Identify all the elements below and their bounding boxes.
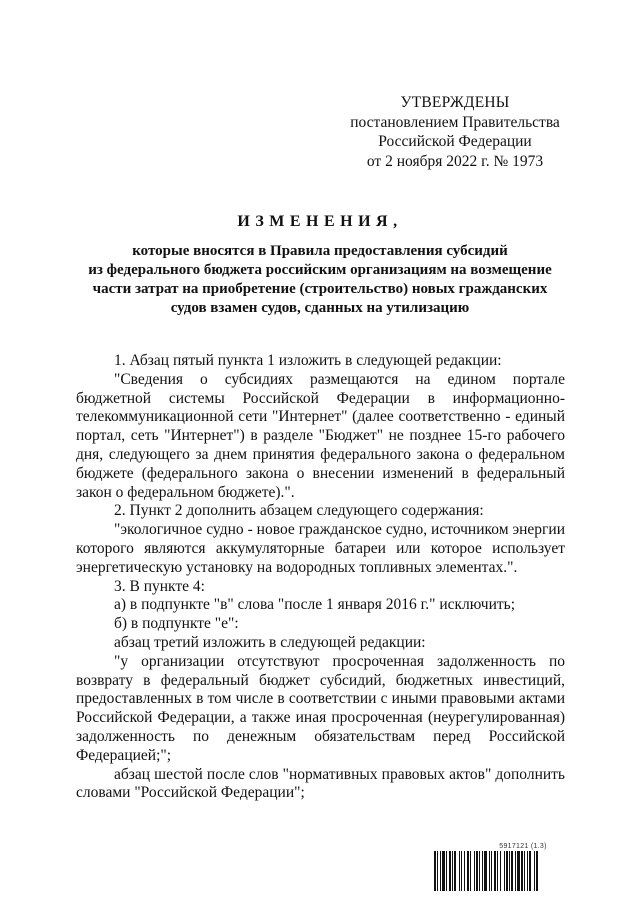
document-subtitle <box>60 242 580 318</box>
document-body <box>76 352 565 803</box>
paragraph-quote-subsidies: "Сведения о субсидиях размещаются на едином портале бюджетной системы Российской Федерации в информационно-телекоммуникационной сети "Интернет" (далее соответственно - единый портал, сеть "Интернет") в разделе "Бюджет" не позднее 15-го рабочего дня, следующего за днем принятия федерального закона о федеральном бюджете (федерального закона о внесении изменений в федеральный закон о федеральном бюджете).". <box>76 370 565 501</box>
paragraph-quote-debt: "у организации отсутствуют просроченная задолженность по возврату в федеральный бюджет субсидий, бюджетных инвестиций, предоставленных в том числе в соответствии с иными правовыми актами Российской Федерации, а также иная просроченная (неурегулированная) задолженность по денежным обязательствам перед Российской Федерацией;"; <box>76 652 565 764</box>
paragraph-subitem-a: а) в подпункте "в" слова "после 1 января 2016 г." исключить; <box>114 596 516 614</box>
subtitle-line: из федерального бюджета российским организациям на возмещение <box>88 262 552 278</box>
barcode-gap <box>538 851 539 891</box>
document-title: ИЗМЕНЕНИЯ, <box>237 213 403 230</box>
barcode-number: 5917121 (1.3) <box>499 843 547 850</box>
paragraph-abzac-three: абзац третий изложить в следующей редакции: <box>114 633 426 651</box>
subtitle-line: которые вносятся в Правила предоставления субсидий <box>132 243 508 259</box>
paragraph-item-1: 1. Абзац пятый пункта 1 изложить в следующей редакции: <box>114 352 502 369</box>
barcode-bars <box>434 851 582 891</box>
approved-line-federation: Российской Федерации <box>378 133 532 150</box>
subtitle-line: судов взамен судов, сданных на утилизацию <box>170 300 470 316</box>
paragraph-subitem-b: б) в подпункте "е": <box>114 615 239 633</box>
subtitle-line: части затрат на приобретение (строительство) новых гражданских <box>92 281 548 297</box>
approval-block <box>330 93 580 171</box>
paragraph-item-2: 2. Пункт 2 дополнить абзацем следующего содержания: <box>114 502 484 520</box>
document-barcode <box>434 843 582 891</box>
approved-line-decree: постановлением Правительства <box>350 113 560 131</box>
paragraph-quote-eco-vessel: "экологичное судно - новое гражданское судно, источником энергии которого являются аккумуляторные батареи или которое использует энергетическую установку на водородных топливных элементах.". <box>76 521 565 576</box>
paragraph-abzac-six: абзац шестой после слов "нормативных правовых актов" дополнить словами "Российской Федерации"; <box>76 765 565 802</box>
approved-line-date-number: от 2 ноября 2022 г. № 1973 <box>366 152 544 170</box>
approved-heading: УТВЕРЖДЕНЫ <box>400 94 510 111</box>
paragraph-item-3: 3. В пункте 4: <box>114 577 205 595</box>
